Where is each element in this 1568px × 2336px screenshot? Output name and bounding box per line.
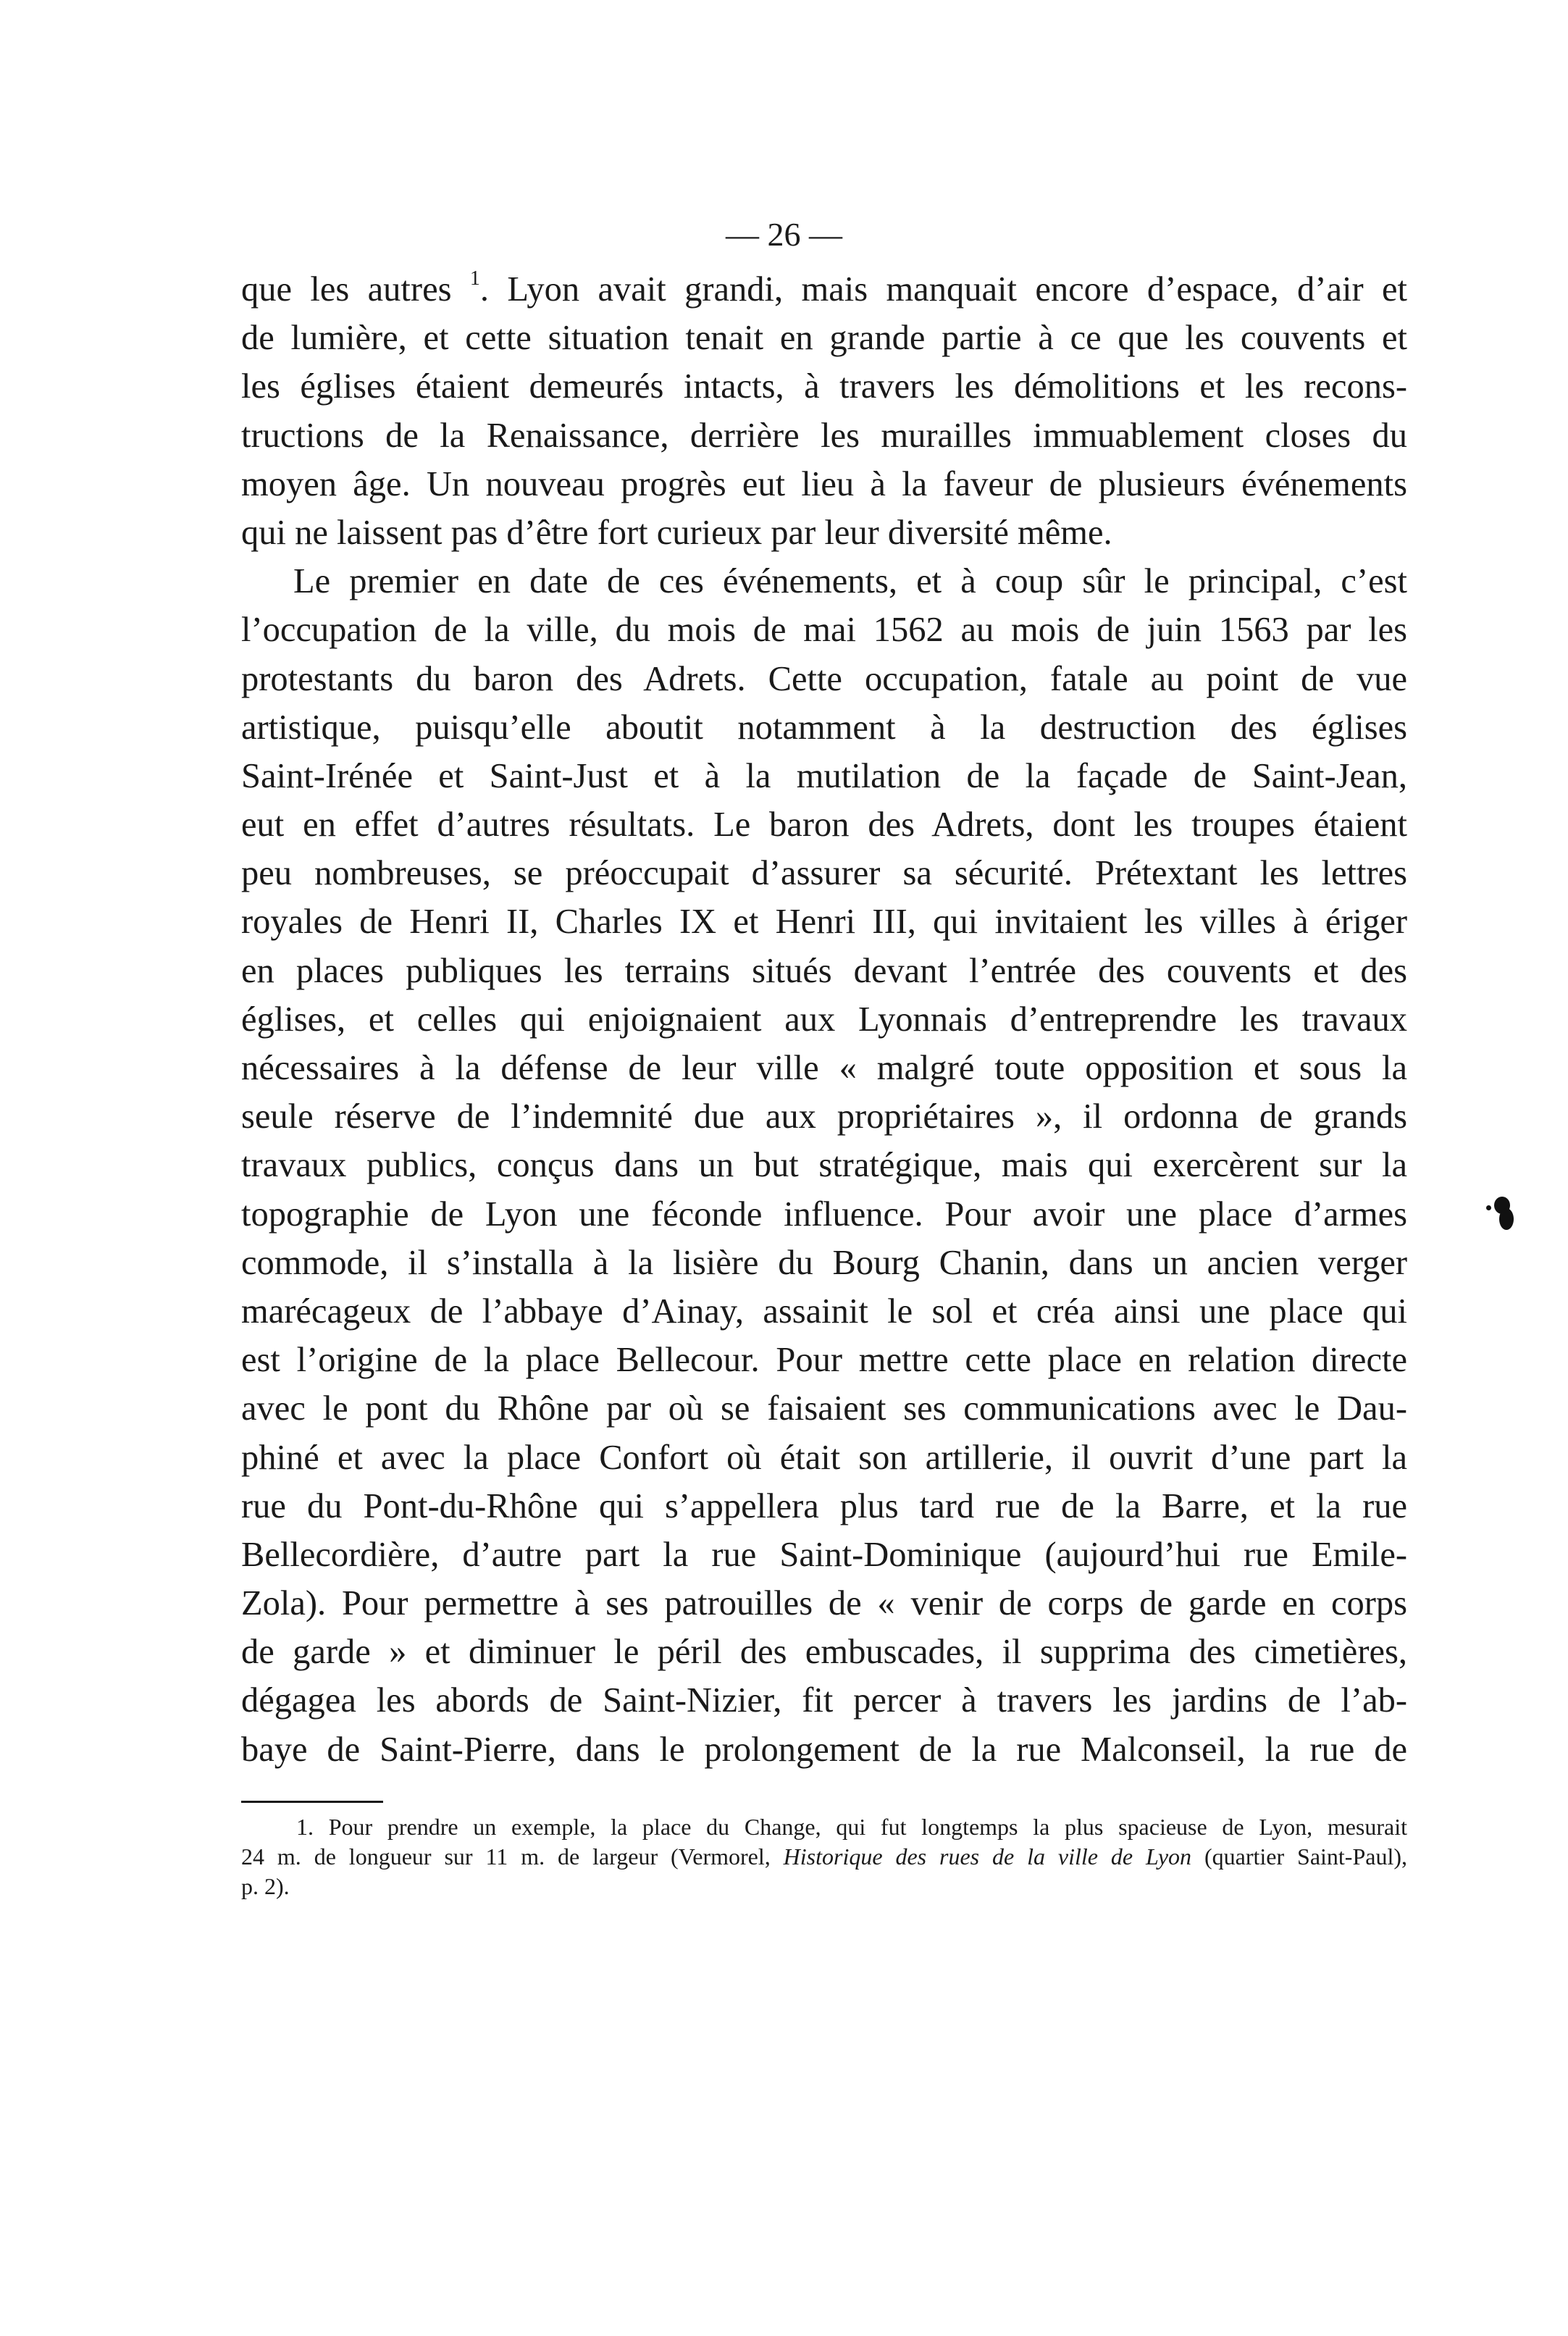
footnote — [241, 1812, 1407, 1901]
text-line: qui ne laissent pas d’être fort curieux par leur diversité même. — [241, 513, 1112, 552]
text-line: protestants du baron des Adrets. Cette occupation, fatale au point de vue — [241, 659, 1407, 698]
text-line — [241, 265, 1407, 314]
text-line: peu nombreuses, se préoccupait d’assurer sa sécurité. Prétextant les lettres — [241, 854, 1407, 893]
text-line: rue du Pont-du-Rhône qui s’appellera plus tard rue de la Barre, et la rue — [241, 1486, 1407, 1525]
footnote-line: 1. Pour prendre un exemple, la place du Change, qui fut longtemps la plus spacieuse de Lyon, mesurait — [296, 1814, 1407, 1840]
text-line: commode, il s’installa à la lisière du Bourg Chanin, dans un ancien verger — [241, 1243, 1407, 1282]
page-number: — 26 — — [726, 216, 842, 253]
text-line: tructions de la Renaissance, derrière les murailles immuablement closes du — [241, 416, 1407, 455]
text-line: seule réserve de l’indemnité due aux propriétaires », il ordonna de grands — [241, 1097, 1407, 1136]
text-line: est l’origine de la place Bellecour. Pour mettre cette place en relation directe — [241, 1341, 1407, 1380]
text-line: de garde » et diminuer le péril des embuscades, il supprima des cimetières, — [241, 1633, 1407, 1672]
text-run: que les autres — [241, 270, 452, 309]
text-line: églises, et celles qui enjoignaient aux Lyonnais d’entreprendre les travaux — [241, 1000, 1407, 1039]
text-line: marécageux de l’abbaye d’Ainay, assainit le sol et créa ainsi une place qui — [241, 1292, 1407, 1331]
text-line: avec le pont du Rhône par où se faisaient ses communications avec le Dau- — [241, 1389, 1407, 1428]
text-line: eut en effet d’autres résultats. Le baron des Adrets, dont les troupes étaient — [241, 805, 1407, 845]
text-line: les églises étaient demeurés intacts, à travers les démolitions et les recons- — [241, 367, 1407, 406]
body-text — [241, 265, 1407, 1774]
text-line: Bellecordière, d’autre part la rue Saint-Dominique (aujourd’hui rue Emile- — [241, 1535, 1407, 1574]
text-line: travaux publics, conçus dans un but stratégique, mais qui exercèrent sur la — [241, 1146, 1407, 1185]
text-line: topographie de Lyon une féconde influence. Pour avoir une place d’armes — [241, 1194, 1407, 1234]
footnote-reference[interactable]: 1 — [469, 267, 480, 290]
text-line: Zola). Pour permettre à ses patrouilles de « venir de corps de garde en corps — [241, 1584, 1407, 1623]
cited-title: Historique des rues de la ville de Lyon — [783, 1843, 1192, 1870]
text-line: en places publiques les terrains situés devant l’entrée des couvents et des — [241, 951, 1407, 990]
text-run: 24 m. de longueur sur 11 m. de largeur (Vermorel, — [241, 1843, 784, 1870]
text-run: (quartier Saint-Paul), — [1191, 1843, 1408, 1870]
text-line: royales de Henri II, Charles IX et Henri III, qui invitaient les villes à ériger — [241, 903, 1407, 942]
text-line: l’occupation de la ville, du mois de mai 1562 au mois de juin 1563 par les — [241, 611, 1407, 650]
text-line: phiné et avec la place Confort où était son artillerie, il ouvrit d’une part la — [241, 1438, 1407, 1477]
ink-speck — [1486, 1205, 1491, 1210]
footnote-line: p. 2). — [241, 1873, 290, 1899]
text-line: nécessaires à la défense de leur ville « malgré toute opposition et sous la — [241, 1049, 1407, 1087]
text-line: de lumière, et cette situation tenait en grande partie à ce que les couvents et — [241, 319, 1407, 358]
ink-blot — [1499, 1208, 1514, 1230]
footnote-line — [241, 1842, 1407, 1872]
text-line: dégagea les abords de Saint-Nizier, fit percer à travers les jardins de l’ab- — [241, 1681, 1407, 1720]
text-line: artistique, puisqu’elle aboutit notamment à la destruction des églises — [241, 708, 1407, 747]
footnote-separator — [241, 1801, 383, 1803]
text-line: baye de Saint-Pierre, dans le prolongement de la rue Malconseil, la rue de — [241, 1730, 1407, 1769]
text-line: moyen âge. Un nouveau progrès eut lieu à la faveur de plusieurs événements — [241, 464, 1407, 503]
text-line: Saint-Irénée et Saint-Just et à la mutilation de la façade de Saint-Jean, — [241, 756, 1407, 795]
paragraph-first-line: Le premier en date de ces événements, et à coup sûr le principal, c’est — [293, 562, 1407, 601]
text-run: . Lyon avait grandi, mais manquait encore d’espace, d’air et — [479, 270, 1407, 309]
